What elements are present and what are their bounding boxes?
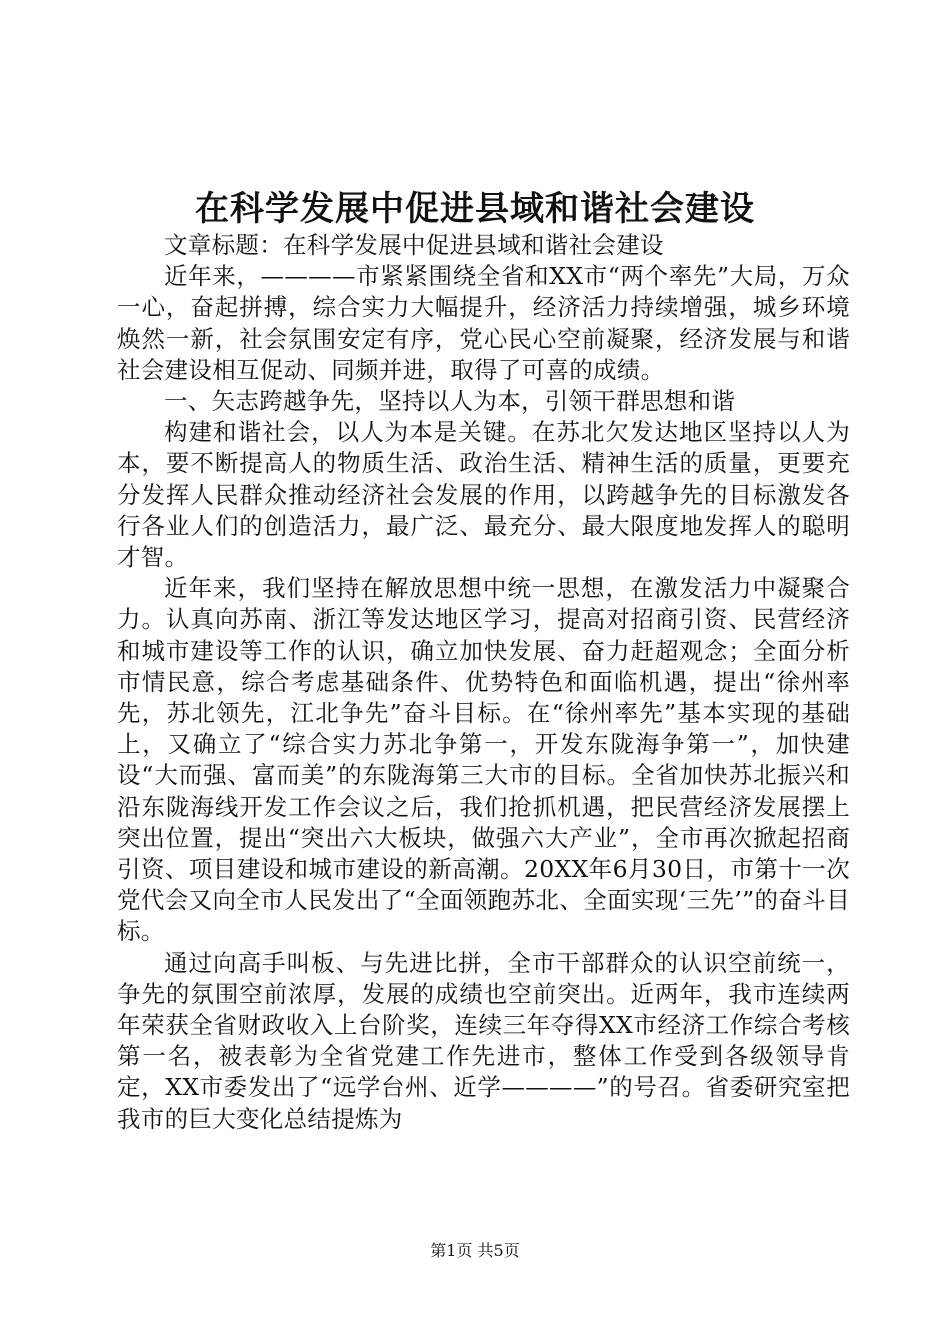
paragraph-harmony: 构建和谐社会，以人为本是关键。在苏北欠发达地区坚持以人为本，要不断提高人的物质生活、政治生活、精神生活的质量，更要充分发挥人民群众推动经济社会发展的作用，以跨越争先的目标激发各行各业人们的创造活力，最广泛、最充分、最大限度地发挥人的聪明才智。: [117, 418, 850, 572]
paragraph-achievements: 通过向高手叫板、与先进比拼，全市干部群众的认识空前统一，争先的氛围空前浓厚，发展的成绩也空前突出。近两年，我市连续两年荣获全省财政收入上台阶奖，连续三年夺得XX市经济工作综合考核第一名，被表彰为全省党建工作先进市，整体工作受到各级领导肯定，XX市委发出了“远学台州、近学————”的号召。省委研究室把我市的巨大变化总结提炼为: [117, 948, 850, 1133]
paragraph-article-title: 文章标题：在科学发展中促进县域和谐社会建设: [164, 231, 664, 259]
document-body: [117, 230, 850, 1135]
document-title: 在科学发展中促进县域和谐社会建设: [195, 189, 755, 229]
page-footer: 第1页 共5页: [430, 1241, 520, 1260]
section-heading-1: 一、矢志跨越争先，坚持以人为本，引领干群思想和谐: [164, 387, 736, 416]
paragraph-recent-years: 近年来，我们坚持在解放思想中统一思想，在激发活力中凝聚合力。认真向苏南、浙江等发达地区学习，提高对招商引资、民营经济和城市建设等工作的认识，确立加快发展、奋力赶超观念；全面分析市情民意，综合考虑基础条件、优势特色和面临机遇，提出“徐州率先，苏北领先，江北争先”奋斗目标。在“徐州率先”基本实现的基础上，又确立了“综合实力苏北争第一，开发东陇海争第一”，加快建设“大而强、富而美”的东陇海第三大市的目标。全省加快苏北振兴和沿东陇海线开发工作会议之后，我们抢抓机遇，把民营经济发展摆上突出位置，提出“突出六大板块，做强六大产业”，全市再次掀起招商引资、项目建设和城市建设的新高潮。20XX年6月30日，市第十一次党代会又向全市人民发出了“全面领跑苏北、全面实现‘三先’”的奋斗目标。: [117, 574, 850, 946]
paragraph-intro: 近年来，————市紧紧围绕全省和XX市“两个率先”大局，万众一心，奋起拼搏，综合实力大幅提升，经济活力持续增强，城乡环境焕然一新，社会氛围安定有序，党心民心空前凝聚，经济发展与和谐社会建设相互促动、同频并进，取得了可喜的成绩。: [117, 262, 850, 384]
